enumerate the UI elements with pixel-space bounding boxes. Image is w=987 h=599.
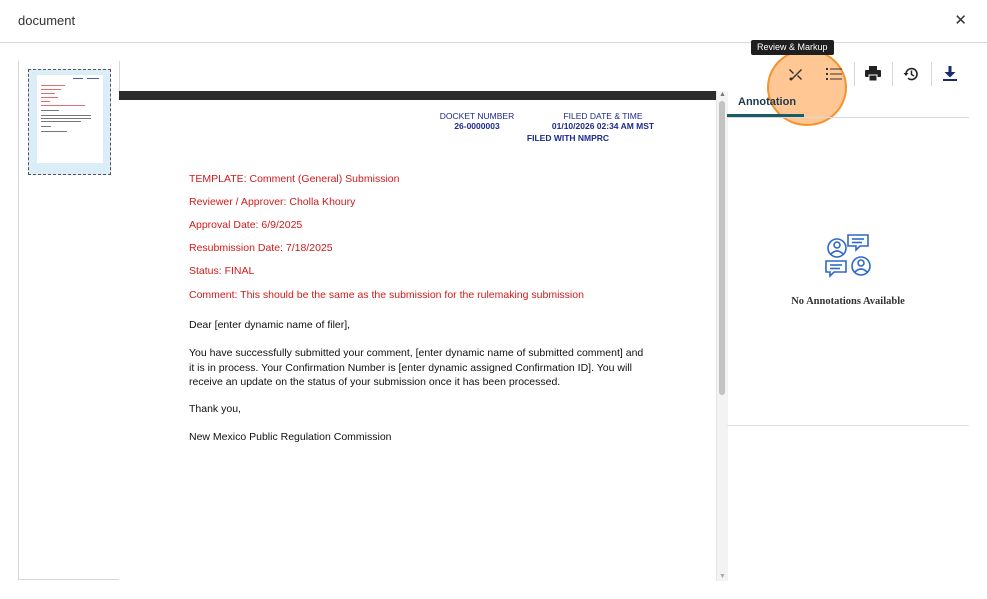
scrollbar-thumb[interactable] bbox=[719, 101, 725, 395]
tab-annotation[interactable]: Annotation bbox=[738, 96, 797, 108]
history-icon bbox=[903, 66, 919, 82]
annotation-users-icon bbox=[824, 233, 876, 281]
filed-date-block bbox=[535, 111, 671, 131]
status-line: Status: FINAL bbox=[189, 265, 255, 277]
resubmission-date-line: Resubmission Date: 7/18/2025 bbox=[189, 242, 333, 254]
thumbnail-panel bbox=[18, 61, 120, 580]
scroll-up-arrow-icon[interactable]: ▲ bbox=[719, 91, 726, 98]
scroll-down-arrow-icon[interactable]: ▼ bbox=[719, 573, 726, 580]
printer-icon bbox=[865, 66, 881, 81]
page-top-border bbox=[119, 91, 717, 100]
download-button[interactable] bbox=[933, 58, 967, 89]
filed-date-label: FILED DATE & TIME bbox=[563, 111, 643, 121]
filed-with-label: FILED WITH NMPRC bbox=[526, 133, 610, 143]
closing: Thank you, bbox=[189, 403, 241, 415]
panel-divider bbox=[727, 425, 969, 426]
toolbar-divider bbox=[854, 62, 855, 86]
comment-line: Comment: This should be the same as the submission for the rulemaking submission bbox=[189, 289, 584, 301]
template-line: TEMPLATE: Comment (General) Submission bbox=[189, 173, 400, 185]
markup-tools-icon bbox=[788, 66, 804, 82]
review-markup-tooltip: Review & Markup bbox=[751, 40, 834, 55]
docket-number-block bbox=[433, 111, 521, 131]
approval-date-line: Approval Date: 6/9/2025 bbox=[189, 219, 303, 231]
download-icon bbox=[943, 66, 957, 81]
salutation: Dear [enter dynamic name of filer], bbox=[189, 319, 351, 331]
signature: New Mexico Public Regulation Commission bbox=[189, 431, 392, 443]
close-icon[interactable]: ✕ bbox=[954, 11, 967, 29]
annotation-tabbar bbox=[727, 90, 969, 118]
docket-number-label: DOCKET NUMBER bbox=[439, 111, 515, 121]
dialog-title: document bbox=[18, 13, 76, 28]
annotation-panel bbox=[727, 90, 969, 580]
thumbnail-page-preview bbox=[37, 75, 103, 163]
dialog-header bbox=[0, 0, 987, 43]
document-viewer bbox=[119, 91, 717, 581]
active-tab-indicator bbox=[727, 114, 804, 117]
list-button[interactable] bbox=[817, 58, 851, 89]
history-button[interactable] bbox=[894, 58, 928, 89]
toolbar-divider bbox=[892, 62, 893, 86]
filed-date-value: 01/10/2026 02:34 AM MST bbox=[551, 121, 655, 131]
print-button[interactable] bbox=[856, 58, 890, 89]
page-thumbnail[interactable] bbox=[28, 69, 111, 175]
review-markup-button[interactable] bbox=[779, 58, 813, 89]
list-icon bbox=[826, 67, 842, 81]
body-paragraph: You have successfully submitted your comment, [enter dynamic name of submitted comment] and it is in process. Your Confirmation Number is [enter dynamic assigned Confirmation ID]. You will receive an update on the status of your submission once it has been processed. bbox=[189, 347, 644, 388]
reviewer-line: Reviewer / Approver: Cholla Khoury bbox=[189, 196, 356, 208]
docket-number-value: 26-0000003 bbox=[454, 121, 500, 131]
empty-annotations-message: No Annotations Available bbox=[791, 296, 905, 307]
toolbar-divider bbox=[931, 62, 932, 86]
